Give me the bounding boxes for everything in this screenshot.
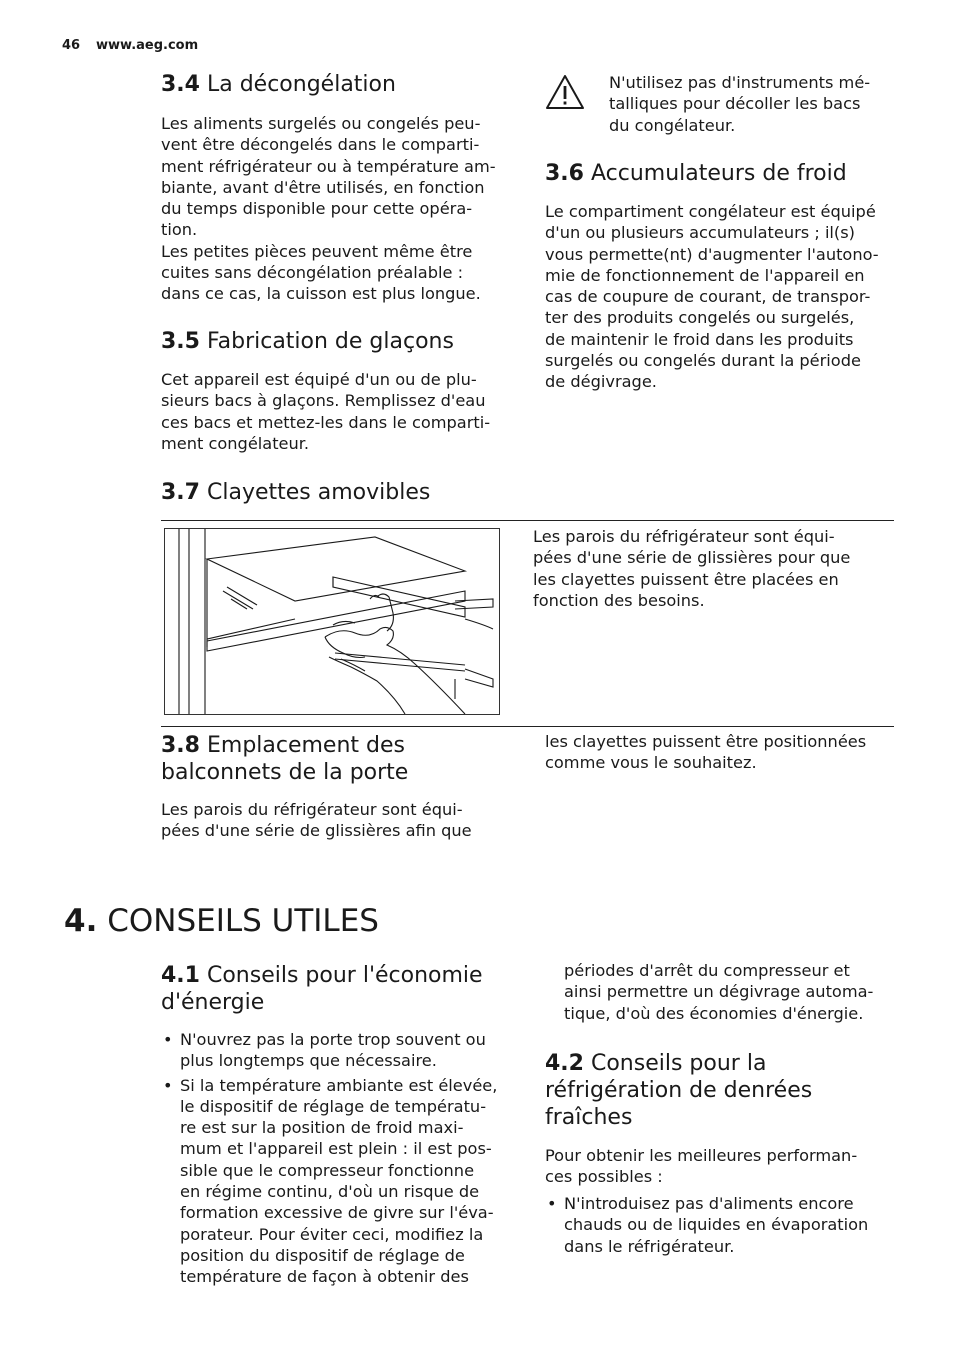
section-3-4-body — [161, 113, 521, 305]
section-3-7-body — [533, 526, 893, 611]
text-line: Les parois du réfrigérateur sont équi- — [533, 527, 835, 546]
heading-title: Clayettes amovibles — [206, 480, 431, 505]
text-line: Les parois du réfrigérateur sont équi- — [161, 800, 463, 819]
section-rule-top — [161, 520, 894, 521]
heading-4-2 — [545, 1050, 812, 1131]
heading-3-5 — [161, 328, 454, 355]
text-line: cas de coupure de courant, de transpor- — [545, 287, 871, 307]
text-line: dans le réfrigérateur. — [564, 1236, 735, 1256]
heading-3-6 — [545, 160, 847, 187]
section-4-2-intro — [545, 1145, 905, 1188]
text-line: ces bacs et mettez-les dans le comparti- — [161, 412, 491, 432]
chapter-title-text: CONSEILS UTILES — [107, 903, 379, 939]
text-line: Pour obtenir les meilleures performan- — [545, 1146, 858, 1165]
text-line: comme vous le souhaitez. — [545, 753, 757, 773]
text-line: vent être décongelés dans le comparti- — [161, 135, 480, 155]
list-item — [161, 1075, 526, 1288]
text-line: tion. — [161, 220, 198, 240]
bullet-dot: • — [547, 1194, 557, 1213]
heading-number: 4.2 — [545, 1051, 584, 1076]
list-item — [161, 1029, 526, 1072]
heading-number: 3.6 — [545, 161, 584, 186]
text-line: les clayettes puissent être placées en — [533, 569, 839, 589]
text-line: N'utilisez pas d'instruments mé- — [609, 73, 871, 92]
heading-number: 4.1 — [161, 963, 200, 988]
text-line: d'un ou plusieurs accumulateurs ; il(s) — [545, 223, 855, 243]
heading-number: 3.7 — [161, 480, 200, 505]
section-3-8-body-right — [545, 731, 905, 774]
heading-title: Fabrication de glaçons — [206, 329, 454, 354]
text-line: sieurs bacs à glaçons. Remplissez d'eau — [161, 391, 486, 411]
heading-title: Accumulateurs de froid — [590, 161, 847, 186]
heading-3-8 — [161, 732, 408, 786]
text-line: sible que le compresseur fonctionne — [180, 1160, 475, 1180]
text-line: mum et l'appareil est plein : il est pos- — [180, 1139, 492, 1159]
section-rule-bottom — [161, 726, 894, 727]
text-line: Cet appareil est équipé d'un ou de plu- — [161, 370, 477, 389]
text-line: les clayettes puissent être positionnées — [545, 732, 867, 751]
text-line: ment congélateur. — [161, 433, 310, 453]
text-line: chauds ou de liquides en évaporation — [564, 1215, 869, 1235]
text-line: ces possibles : — [545, 1167, 663, 1187]
bullet-dot: • — [163, 1030, 173, 1049]
chapter-title — [64, 903, 379, 939]
text-line: talliques pour décoller les bacs — [609, 94, 861, 114]
heading-number: 3.8 — [161, 733, 200, 758]
heading-3-4 — [161, 71, 396, 98]
section-4-1-list — [161, 1029, 526, 1288]
text-line: biante, avant d'être utilisés, en fonction — [161, 177, 485, 197]
text-line: ter des produits congelés ou surgelés, — [545, 308, 855, 328]
heading-3-7 — [161, 479, 430, 506]
section-3-6-body — [545, 201, 915, 393]
text-line: ainsi permettre un dégivrage automa- — [564, 982, 874, 1002]
text-line: température de façon à obtenir des — [180, 1267, 469, 1287]
text-line: périodes d'arrêt du compresseur et — [564, 961, 850, 980]
heading-number: 3.5 — [161, 329, 200, 354]
warning-triangle-icon — [545, 74, 585, 110]
text-line: en régime continu, d'où un risque de — [180, 1182, 480, 1202]
page-number: 46 — [62, 38, 81, 53]
heading-number: 3.4 — [161, 72, 200, 97]
heading-title: Emplacement des — [206, 733, 405, 758]
text-line: pées d'une série de glissières pour que — [533, 548, 851, 568]
text-line: du temps disponible pour cette opéra- — [161, 199, 473, 219]
warning-text — [609, 72, 909, 136]
text-line: cuites sans décongélation préalable : — [161, 263, 464, 283]
section-4-1-continued — [564, 960, 914, 1024]
text-line: de maintenir le froid dans les produits — [545, 329, 854, 349]
shelf-illustration — [164, 528, 500, 715]
heading-title-cont: d'énergie — [161, 990, 265, 1015]
text-line: Les aliments surgelés ou congelés peu- — [161, 114, 481, 133]
text-line: vous permette(nt) d'augmenter l'autono- — [545, 244, 879, 264]
site-url: www.aeg.com — [96, 38, 199, 53]
section-3-5-body — [161, 369, 521, 454]
text-line: porateur. Pour éviter ceci, modifiez la — [180, 1224, 484, 1244]
bullet-dot: • — [163, 1075, 173, 1095]
text-line: position du dispositif de réglage de — [180, 1245, 465, 1265]
text-line: ment réfrigérateur ou à température am- — [161, 156, 496, 176]
chapter-number: 4. — [64, 903, 98, 939]
text-line: formation excessive de givre sur l'éva- — [180, 1203, 494, 1223]
heading-title: La décongélation — [206, 72, 396, 97]
text-line: du congélateur. — [609, 115, 736, 135]
heading-title-cont: réfrigération de denrées — [545, 1078, 813, 1103]
text-line: fonction des besoins. — [533, 590, 705, 610]
heading-title-cont: balconnets de la porte — [161, 760, 409, 785]
text-line: N'introduisez pas d'aliments encore — [564, 1194, 854, 1213]
text-line: surgelés ou congelés durant la période — [545, 351, 861, 371]
text-line: pées d'une série de glissières afin que — [161, 821, 472, 841]
text-line: Les petites pièces peuvent même être — [161, 241, 473, 261]
heading-title: Conseils pour la — [590, 1051, 767, 1076]
text-line: dans ce cas, la cuisson est plus longue. — [161, 284, 481, 304]
heading-title-cont: fraîches — [545, 1105, 633, 1130]
text-line: N'ouvrez pas la porte trop souvent ou — [180, 1030, 486, 1049]
section-3-8-body-left — [161, 799, 521, 842]
text-line: mie de fonctionnement de l'appareil en — [545, 265, 865, 285]
text-line: Le compartiment congélateur est équipé — [545, 202, 876, 221]
text-line: re est sur la position de froid maxi- — [180, 1118, 464, 1138]
text-line: plus longtemps que nécessaire. — [180, 1051, 437, 1071]
heading-4-1 — [161, 962, 483, 1016]
text-line: tique, d'où des économies d'énergie. — [564, 1003, 864, 1023]
text-line: le dispositif de réglage de températu- — [180, 1096, 487, 1116]
section-4-2-list — [545, 1193, 905, 1257]
text-line: de dégivrage. — [545, 372, 657, 392]
list-item — [545, 1193, 905, 1257]
heading-title: Conseils pour l'économie — [206, 963, 483, 988]
text-line: Si la température ambiante est élevée, — [180, 1075, 498, 1095]
